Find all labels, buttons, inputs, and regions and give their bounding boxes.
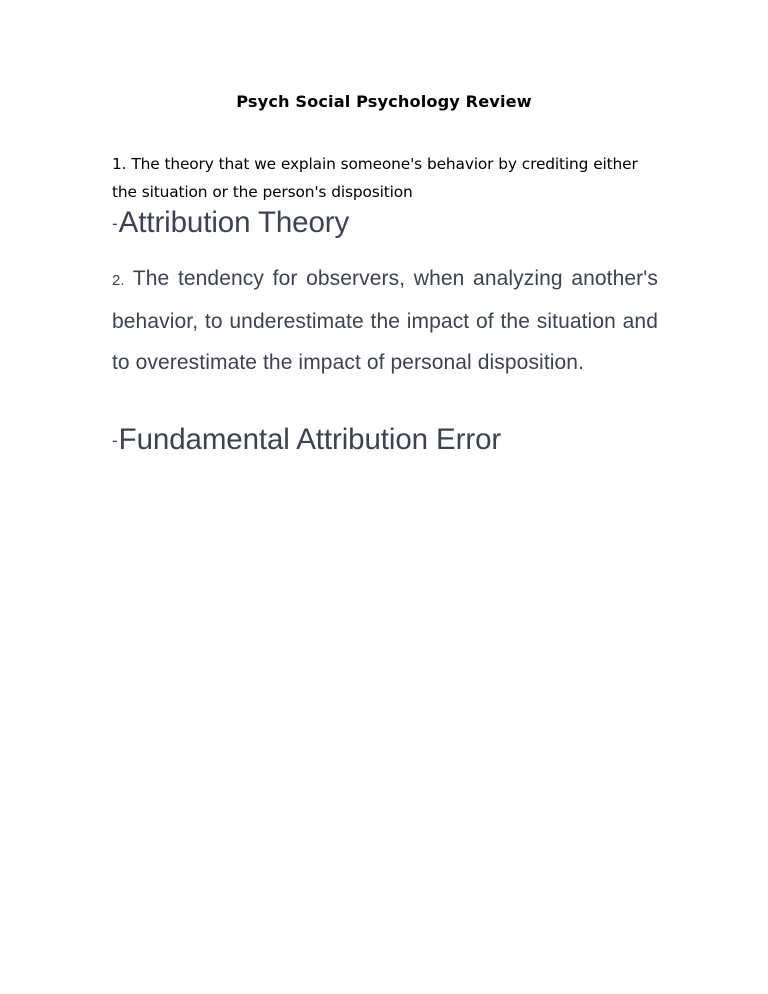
page-title: Psych Social Psychology Review: [236, 92, 532, 111]
answer-item-1: [112, 207, 672, 239]
question-item-2: [112, 258, 658, 383]
answer-dash-icon-1: -: [112, 214, 118, 233]
question-text-1: The theory that we explain someone's behavior by crediting either the situation or the person's disposition: [112, 155, 638, 201]
answer-item-2: [112, 424, 672, 456]
question-item-1: [112, 150, 658, 206]
question-number-2: 2.: [112, 272, 125, 289]
answer-text-1: Attribution Theory: [118, 206, 350, 239]
question-number-1: 1.: [112, 155, 127, 173]
answer-text-2: Fundamental Attribution Error: [118, 423, 502, 456]
answer-dash-icon-2: -: [112, 431, 118, 450]
question-text-2: The tendency for observers, when analyzing another's behavior, to underestimate the impact of the situation and to overestimate the impact of personal disposition.: [112, 267, 658, 374]
